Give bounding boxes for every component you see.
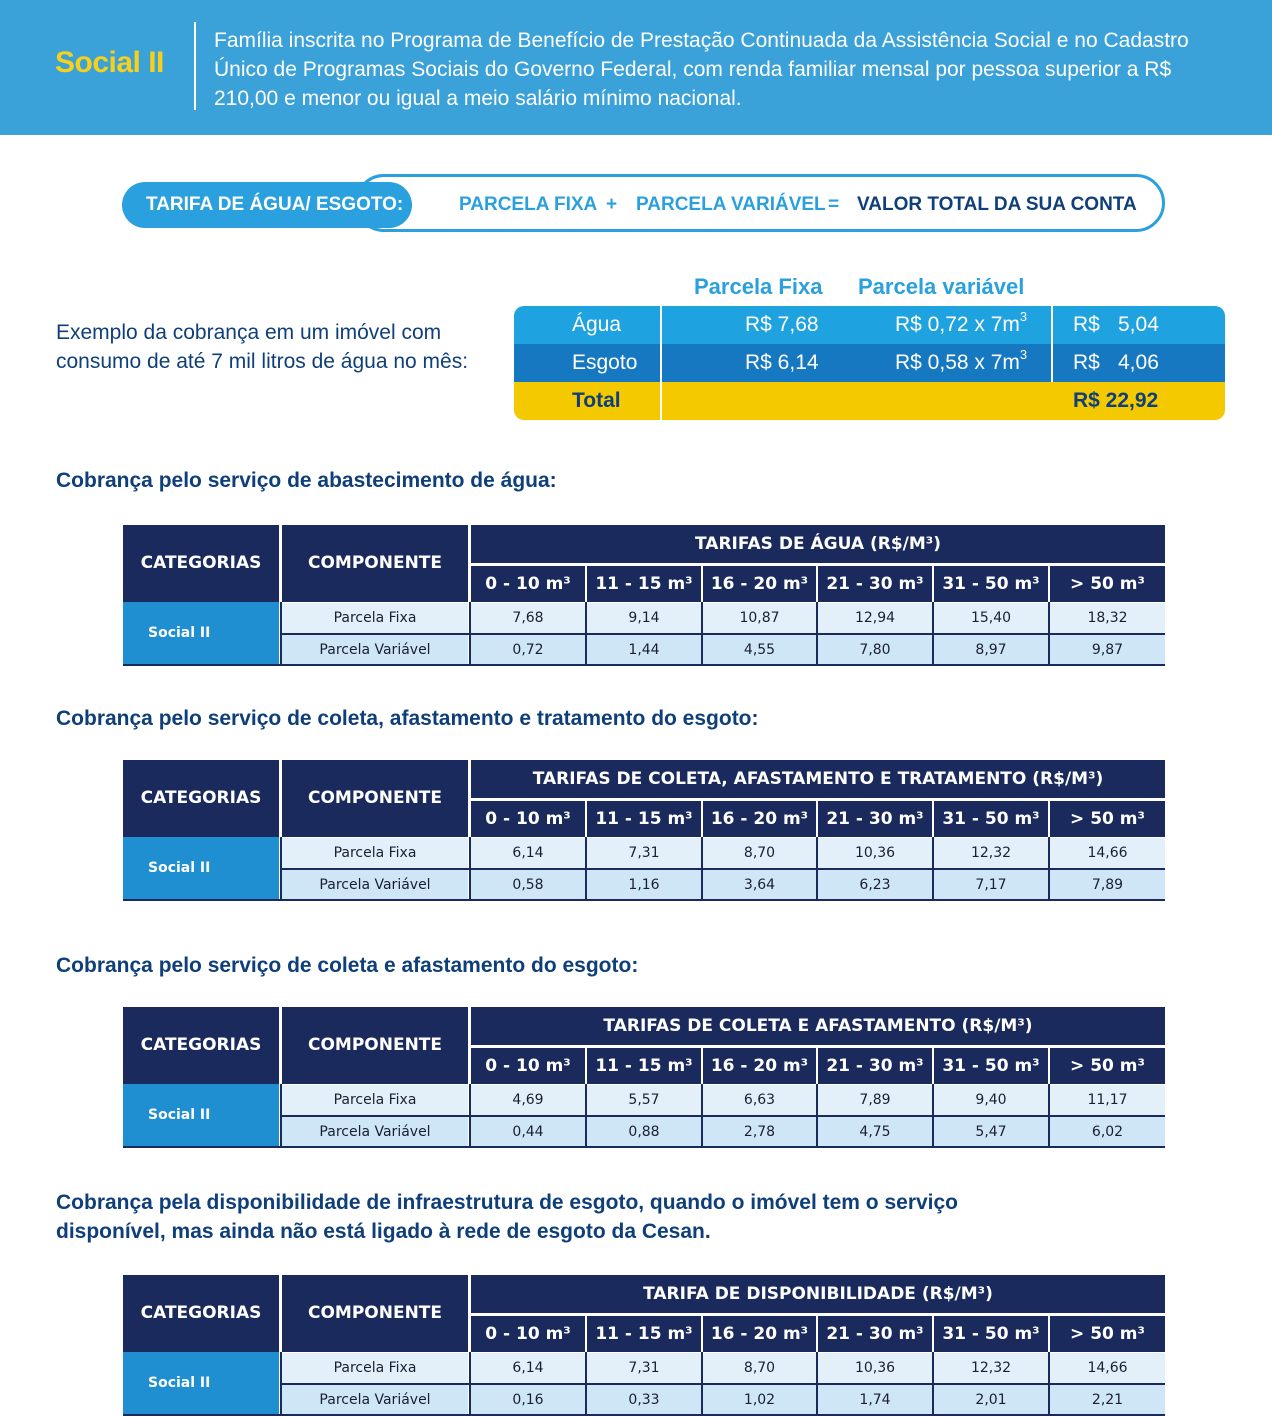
header-range: 31 - 50 m³ (934, 1316, 1048, 1352)
value-variavel: 6,02 (1050, 1117, 1165, 1147)
component-variavel: Parcela Variável (282, 870, 468, 900)
value-variavel: 4,55 (703, 635, 816, 665)
value-fixa: 12,32 (934, 838, 1048, 868)
value-fixa: 10,36 (818, 838, 932, 868)
value-variavel: 0,33 (587, 1385, 701, 1415)
value-variavel: 0,88 (587, 1117, 701, 1147)
column-divider (280, 1084, 282, 1147)
category-social-ii: Social II (123, 1352, 279, 1415)
section-title-coleta-afastamento: Cobrança pelo serviço de coleta e afastamento do esgoto: (56, 954, 639, 977)
component-fixa: Parcela Fixa (282, 838, 468, 868)
column-divider (469, 1352, 471, 1415)
example-row-total (514, 382, 1225, 420)
value-variavel: 0,58 (471, 870, 585, 900)
section-title-coleta-tratamento: Cobrança pelo serviço de coleta, afastamento e tratamento do esgoto: (56, 707, 759, 730)
example-separator (1051, 344, 1053, 382)
column-divider (585, 1352, 587, 1415)
section-title-disponibilidade: Cobrança pela disponibilidade de infraestrutura de esgoto, quando o imóvel tem o serviço disponível, mas ainda não está ligado à rede de esgoto da Cesan. (56, 1191, 959, 1243)
header-range: 31 - 50 m³ (934, 566, 1048, 602)
value-fixa: 7,89 (818, 1085, 932, 1115)
value-variavel: 7,89 (1050, 870, 1165, 900)
value-fixa: 6,14 (471, 838, 585, 868)
example-total-value: R$ 22,92 (1073, 389, 1159, 412)
header-range: 16 - 20 m³ (703, 1316, 816, 1352)
header-range: > 50 m³ (1050, 801, 1165, 837)
header-tarifa: TARIFA DE DISPONIBILIDADE (R$/M³) (471, 1275, 1165, 1313)
value-fixa: 11,17 (1050, 1085, 1165, 1115)
value-fixa: 4,69 (471, 1085, 585, 1115)
header-range: 11 - 15 m³ (587, 566, 701, 602)
column-divider (469, 602, 471, 665)
column-divider (280, 837, 282, 900)
example-row-esgoto (514, 344, 1225, 382)
row-divider (282, 633, 1165, 635)
value-variavel: 2,21 (1050, 1385, 1165, 1415)
header-range: 21 - 30 m³ (818, 1048, 932, 1084)
formula-total: VALOR TOTAL DA SUA CONTA (857, 194, 1137, 215)
column-divider (1048, 1084, 1050, 1147)
example-separator (660, 306, 662, 344)
header-range: 11 - 15 m³ (587, 801, 701, 837)
header-range: 0 - 10 m³ (471, 1316, 585, 1352)
header-range: 16 - 20 m³ (703, 801, 816, 837)
value-variavel: 1,16 (587, 870, 701, 900)
header-tarifa: TARIFAS DE ÁGUA (R$/M³) (471, 525, 1165, 563)
example-text: Exemplo da cobrança em um imóvel com consumo de até 7 mil litros de água no mês: (56, 321, 469, 373)
header-categorias: CATEGORIAS (123, 1275, 279, 1352)
column-divider (932, 602, 934, 665)
example-row-currency: R$ (1073, 351, 1100, 374)
value-fixa: 7,68 (471, 603, 585, 633)
value-variavel: 7,17 (934, 870, 1048, 900)
value-variavel: 1,44 (587, 635, 701, 665)
formula-variavel: PARCELA VARIÁVEL (636, 194, 826, 215)
example-row-label: Água (572, 313, 622, 336)
value-variavel: 7,80 (818, 635, 932, 665)
value-fixa: 10,36 (818, 1353, 932, 1383)
component-fixa: Parcela Fixa (282, 1085, 468, 1115)
value-fixa: 6,63 (703, 1085, 816, 1115)
value-fixa: 14,66 (1050, 1353, 1165, 1383)
header-range: > 50 m³ (1050, 1316, 1165, 1352)
example-row-value: 4,06 (1118, 351, 1159, 374)
component-fixa: Parcela Fixa (282, 603, 468, 633)
formula-plus: + (606, 194, 618, 215)
value-fixa: 12,32 (934, 1353, 1048, 1383)
column-divider (816, 1084, 818, 1147)
header-range: 0 - 10 m³ (471, 1048, 585, 1084)
column-divider (1048, 837, 1050, 900)
header-divider (194, 22, 196, 110)
column-divider (585, 837, 587, 900)
column-divider (932, 1084, 934, 1147)
header-categorias: CATEGORIAS (123, 760, 279, 837)
value-variavel: 0,16 (471, 1385, 585, 1415)
value-fixa: 7,31 (587, 838, 701, 868)
column-divider (1048, 602, 1050, 665)
value-variavel: 5,47 (934, 1117, 1048, 1147)
value-variavel: 3,64 (703, 870, 816, 900)
column-divider (280, 602, 282, 665)
category-social-ii: Social II (123, 837, 279, 900)
column-divider (701, 1084, 703, 1147)
value-variavel: 1,74 (818, 1385, 932, 1415)
value-variavel: 8,97 (934, 635, 1048, 665)
header-range: 16 - 20 m³ (703, 566, 816, 602)
tariff-table-disponibilidade (123, 1275, 1165, 1415)
column-divider (469, 837, 471, 900)
value-variavel: 0,72 (471, 635, 585, 665)
component-fixa: Parcela Fixa (282, 1353, 468, 1383)
tariff-table-coleta-afastamento (123, 1007, 1165, 1147)
value-fixa: 10,87 (703, 603, 816, 633)
value-fixa: 8,70 (703, 838, 816, 868)
row-divider (282, 868, 1165, 870)
column-divider (1048, 1352, 1050, 1415)
header-range: 11 - 15 m³ (587, 1048, 701, 1084)
value-fixa: 8,70 (703, 1353, 816, 1383)
example-separator (1051, 306, 1053, 344)
value-fixa: 18,32 (1050, 603, 1165, 633)
header-range: 31 - 50 m³ (934, 1048, 1048, 1084)
example-row-variavel: R$ 0,58 x $7m^3$ (895, 347, 1028, 374)
value-fixa: 9,40 (934, 1085, 1048, 1115)
row-divider (282, 1383, 1165, 1385)
header-range: 11 - 15 m³ (587, 1316, 701, 1352)
value-variavel: 4,75 (818, 1117, 932, 1147)
header-range: > 50 m³ (1050, 566, 1165, 602)
row-divider (282, 1115, 1165, 1117)
header-tarifa: TARIFAS DE COLETA, AFASTAMENTO E TRATAMENTO (R$/M³) (471, 760, 1165, 798)
component-variavel: Parcela Variável (282, 635, 468, 665)
header-range: 0 - 10 m³ (471, 566, 585, 602)
page-title: Social II (55, 46, 164, 79)
header-range: 0 - 10 m³ (471, 801, 585, 837)
value-fixa: 9,14 (587, 603, 701, 633)
formula-label: TARIFA DE ÁGUA/ ESGOTO: (122, 182, 412, 228)
example-row-fixa: R$ 6,14 (745, 351, 819, 374)
formula-fixa: PARCELA FIXA (459, 194, 598, 215)
formula-equals: = (828, 194, 840, 215)
header-componente: COMPONENTE (282, 1007, 468, 1084)
value-fixa: 6,14 (471, 1353, 585, 1383)
category-social-ii: Social II (123, 1084, 279, 1147)
section-title-agua: Cobrança pelo serviço de abastecimento de água: (56, 469, 557, 492)
tariff-table-agua (123, 525, 1165, 665)
column-divider (280, 1352, 282, 1415)
value-fixa: 14,66 (1050, 838, 1165, 868)
category-social-ii: Social II (123, 602, 279, 665)
example-head-fixa: Parcela Fixa (694, 274, 823, 299)
example-row-label: Esgoto (572, 351, 638, 374)
header-categorias: CATEGORIAS (123, 525, 279, 602)
column-divider (701, 837, 703, 900)
header-componente: COMPONENTE (282, 760, 468, 837)
value-variavel: 6,23 (818, 870, 932, 900)
example-total-label: Total (572, 389, 621, 412)
tariff-table-coleta-tratamento (123, 760, 1165, 900)
header-range: 31 - 50 m³ (934, 801, 1048, 837)
example-separator (660, 382, 662, 420)
column-divider (816, 837, 818, 900)
header-componente: COMPONENTE (282, 525, 468, 602)
header-range: 21 - 30 m³ (818, 801, 932, 837)
value-variavel: 2,78 (703, 1117, 816, 1147)
column-divider (701, 1352, 703, 1415)
value-fixa: 7,31 (587, 1353, 701, 1383)
header-tarifa: TARIFAS DE COLETA E AFASTAMENTO (R$/M³) (471, 1007, 1165, 1045)
column-divider (701, 602, 703, 665)
example-row-currency: R$ (1073, 313, 1100, 336)
example-row-agua (514, 306, 1225, 344)
column-divider (585, 602, 587, 665)
example-row-fixa: R$ 7,68 (745, 313, 819, 336)
example-separator (660, 344, 662, 382)
column-divider (585, 1084, 587, 1147)
header-band (0, 0, 1272, 135)
category-description: Família inscrita no Programa de Benefício de Prestação Continuada da Assistência Social e no Cadastro Único de Programas Sociais do Governo Federal, com renda familiar mensal por pessoa superior a R$ 210,00 e menor ou igual a meio salário mínimo nacional. (214, 29, 1189, 110)
column-divider (816, 602, 818, 665)
value-fixa: 15,40 (934, 603, 1048, 633)
component-variavel: Parcela Variável (282, 1117, 468, 1147)
header-range: 16 - 20 m³ (703, 1048, 816, 1084)
header-range: 21 - 30 m³ (818, 566, 932, 602)
header-categorias: CATEGORIAS (123, 1007, 279, 1084)
header-componente: COMPONENTE (282, 1275, 468, 1352)
header-range: > 50 m³ (1050, 1048, 1165, 1084)
value-variavel: 1,02 (703, 1385, 816, 1415)
value-variavel: 9,87 (1050, 635, 1165, 665)
value-variavel: 0,44 (471, 1117, 585, 1147)
value-variavel: 2,01 (934, 1385, 1048, 1415)
example-row-variavel: R$ 0,72 x $7m^3$ (895, 309, 1028, 336)
example-head-variavel: Parcela variável (858, 274, 1025, 299)
value-fixa: 5,57 (587, 1085, 701, 1115)
column-divider (469, 1084, 471, 1147)
example-row-value: 5,04 (1118, 313, 1159, 336)
column-divider (816, 1352, 818, 1415)
column-divider (932, 1352, 934, 1415)
column-divider (932, 837, 934, 900)
header-range: 21 - 30 m³ (818, 1316, 932, 1352)
component-variavel: Parcela Variável (282, 1385, 468, 1415)
value-fixa: 12,94 (818, 603, 932, 633)
